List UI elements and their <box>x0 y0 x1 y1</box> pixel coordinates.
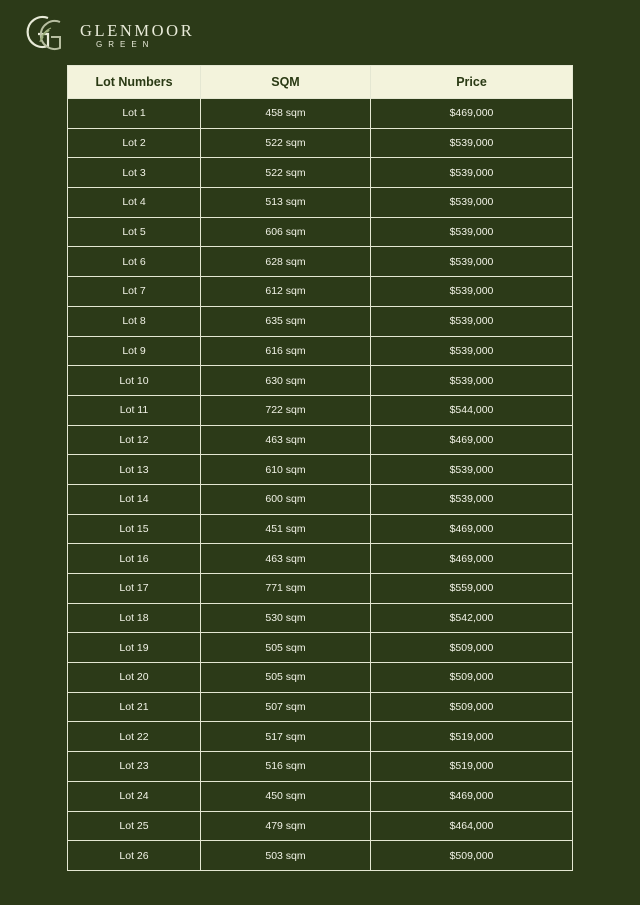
cell-lot: Lot 14 <box>68 484 201 514</box>
table-header-row <box>68 66 573 99</box>
cell-lot: Lot 5 <box>68 217 201 247</box>
cell-price: $539,000 <box>371 366 573 396</box>
table-row <box>68 188 573 218</box>
cell-price: $539,000 <box>371 128 573 158</box>
cell-lot: Lot 15 <box>68 514 201 544</box>
cell-price: $539,000 <box>371 306 573 336</box>
cell-price: $539,000 <box>371 455 573 485</box>
table-row <box>68 484 573 514</box>
cell-lot: Lot 23 <box>68 752 201 782</box>
table-row <box>68 336 573 366</box>
table-row <box>68 158 573 188</box>
header-sqm: SQM <box>201 66 371 99</box>
table-row <box>68 603 573 633</box>
table-row <box>68 574 573 604</box>
table-row <box>68 633 573 663</box>
cell-sqm: 479 sqm <box>201 811 371 841</box>
cell-lot: Lot 11 <box>68 395 201 425</box>
table-row <box>68 811 573 841</box>
cell-lot: Lot 24 <box>68 781 201 811</box>
cell-price: $544,000 <box>371 395 573 425</box>
cell-lot: Lot 7 <box>68 277 201 307</box>
cell-lot: Lot 22 <box>68 722 201 752</box>
table-row <box>68 128 573 158</box>
cell-sqm: 516 sqm <box>201 752 371 782</box>
cell-sqm: 463 sqm <box>201 544 371 574</box>
cell-price: $539,000 <box>371 484 573 514</box>
cell-sqm: 450 sqm <box>201 781 371 811</box>
cell-price: $539,000 <box>371 217 573 247</box>
cell-price: $469,000 <box>371 425 573 455</box>
cell-lot: Lot 10 <box>68 366 201 396</box>
table-row <box>68 277 573 307</box>
cell-sqm: 507 sqm <box>201 692 371 722</box>
cell-lot: Lot 13 <box>68 455 201 485</box>
cell-sqm: 628 sqm <box>201 247 371 277</box>
cell-price: $469,000 <box>371 514 573 544</box>
cell-price: $509,000 <box>371 633 573 663</box>
table-row <box>68 514 573 544</box>
cell-lot: Lot 1 <box>68 99 201 129</box>
cell-price: $559,000 <box>371 574 573 604</box>
cell-price: $509,000 <box>371 692 573 722</box>
cell-sqm: 612 sqm <box>201 277 371 307</box>
table-row <box>68 752 573 782</box>
cell-sqm: 630 sqm <box>201 366 371 396</box>
cell-sqm: 610 sqm <box>201 455 371 485</box>
cell-sqm: 503 sqm <box>201 841 371 871</box>
cell-lot: Lot 16 <box>68 544 201 574</box>
cell-sqm: 517 sqm <box>201 722 371 752</box>
cell-lot: Lot 20 <box>68 663 201 693</box>
cell-price: $539,000 <box>371 336 573 366</box>
cell-sqm: 505 sqm <box>201 663 371 693</box>
cell-lot: Lot 18 <box>68 603 201 633</box>
cell-sqm: 616 sqm <box>201 336 371 366</box>
cell-sqm: 722 sqm <box>201 395 371 425</box>
cell-lot: Lot 12 <box>68 425 201 455</box>
cell-price: $539,000 <box>371 277 573 307</box>
cell-lot: Lot 26 <box>68 841 201 871</box>
cell-lot: Lot 21 <box>68 692 201 722</box>
cell-price: $542,000 <box>371 603 573 633</box>
table-row <box>68 395 573 425</box>
cell-sqm: 522 sqm <box>201 128 371 158</box>
brand-logo <box>18 12 198 54</box>
cell-price: $469,000 <box>371 544 573 574</box>
cell-sqm: 451 sqm <box>201 514 371 544</box>
cell-sqm: 600 sqm <box>201 484 371 514</box>
cell-lot: Lot 8 <box>68 306 201 336</box>
cell-sqm: 505 sqm <box>201 633 371 663</box>
table-row <box>68 781 573 811</box>
cell-lot: Lot 2 <box>68 128 201 158</box>
cell-price: $519,000 <box>371 752 573 782</box>
cell-sqm: 771 sqm <box>201 574 371 604</box>
cell-price: $539,000 <box>371 158 573 188</box>
cell-price: $539,000 <box>371 247 573 277</box>
cell-sqm: 635 sqm <box>201 306 371 336</box>
brand-name: GLENMOOR <box>80 21 195 40</box>
table-row <box>68 99 573 129</box>
cell-price: $464,000 <box>371 811 573 841</box>
cell-price: $509,000 <box>371 663 573 693</box>
lots-price-table <box>67 65 573 871</box>
cell-sqm: 522 sqm <box>201 158 371 188</box>
cell-lot: Lot 17 <box>68 574 201 604</box>
cell-lot: Lot 4 <box>68 188 201 218</box>
cell-sqm: 513 sqm <box>201 188 371 218</box>
table-row <box>68 663 573 693</box>
cell-price: $469,000 <box>371 781 573 811</box>
cell-lot: Lot 19 <box>68 633 201 663</box>
table-row <box>68 425 573 455</box>
table-row <box>68 217 573 247</box>
cell-lot: Lot 9 <box>68 336 201 366</box>
table-row <box>68 247 573 277</box>
cell-lot: Lot 6 <box>68 247 201 277</box>
brand-subtitle: GREEN <box>96 40 155 49</box>
table-row <box>68 692 573 722</box>
cell-price: $519,000 <box>371 722 573 752</box>
table-row <box>68 544 573 574</box>
table-row <box>68 455 573 485</box>
cell-price: $469,000 <box>371 99 573 129</box>
cell-sqm: 530 sqm <box>201 603 371 633</box>
header-price: Price <box>371 66 573 99</box>
table-row <box>68 841 573 871</box>
table-row <box>68 366 573 396</box>
cell-sqm: 463 sqm <box>201 425 371 455</box>
header-lot-numbers: Lot Numbers <box>68 66 201 99</box>
cell-sqm: 458 sqm <box>201 99 371 129</box>
cell-lot: Lot 3 <box>68 158 201 188</box>
table-row <box>68 722 573 752</box>
cell-price: $539,000 <box>371 188 573 218</box>
cell-sqm: 606 sqm <box>201 217 371 247</box>
gg-monogram-icon <box>18 12 78 54</box>
cell-price: $509,000 <box>371 841 573 871</box>
cell-lot: Lot 25 <box>68 811 201 841</box>
table-row <box>68 306 573 336</box>
